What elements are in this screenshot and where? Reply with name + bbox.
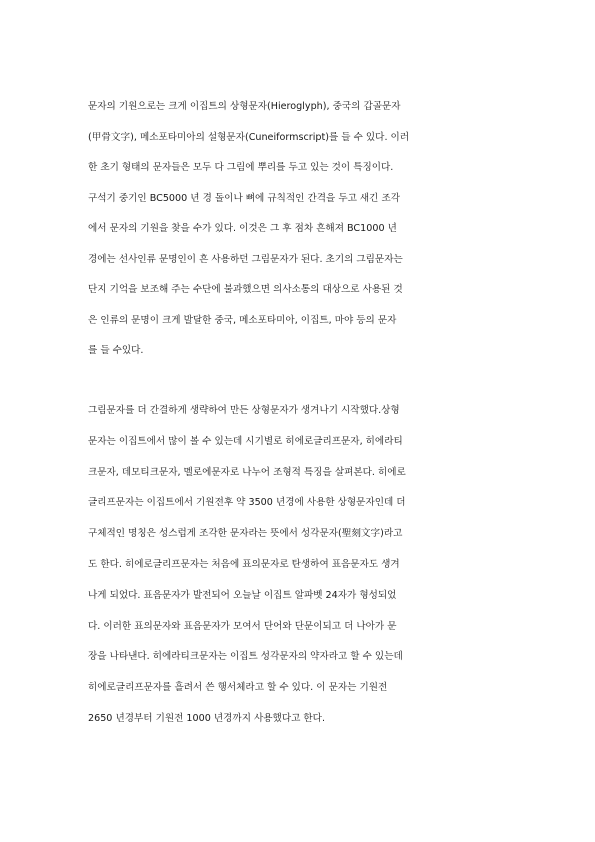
text-line: 단지 기억을 보조해 주는 수단에 불과했으면 의사소통의 대상으로 사용된 것 bbox=[88, 284, 403, 295]
text-line: 크문자, 데모티크문자, 멜로에문자로 나누어 조형적 특징을 살펴본다. 히에로 bbox=[88, 466, 406, 478]
text-line: 도 한다. 히에로글리프문자는 처음에 표의문자로 탄생하여 표음문자도 생겨 bbox=[88, 558, 400, 570]
paragraph-1 bbox=[88, 101, 513, 357]
text-line: 문자의 기원으로는 크게 이집트의 상형문자(Hieroglyph), 중국의 갑골문자 bbox=[88, 101, 401, 112]
paragraph-2 bbox=[88, 405, 513, 725]
text-line: 2650 년경부터 기원전 1000 년경까지 사용했다고 한다. bbox=[88, 712, 325, 724]
text-line: 문자는 이집트에서 많이 볼 수 있는데 시기별로 히에로글리프문자, 히에라티 bbox=[88, 435, 403, 447]
text-line: 글리프문자는 이집트에서 기원전후 약 3500 년경에 사용한 상형문자인데 더 bbox=[88, 497, 406, 509]
text-line: 구석기 중기인 BC5000 년 경 돌이나 뼈에 규칙적인 간격을 두고 새긴 조각 bbox=[88, 192, 401, 204]
text-line: 나게 되었다. 표음문자가 발전되어 오늘날 이집트 알파벳 24자가 형성되었 bbox=[88, 589, 397, 601]
text-line: 은 인류의 문명이 크게 발달한 중국, 메소포타미아, 이집트, 마야 등의 문자 bbox=[88, 314, 397, 326]
text-line: 한 초기 형태의 문자들은 모두 다 그림에 뿌리를 두고 있는 것이 특징이다. bbox=[88, 162, 394, 173]
text-line: (甲骨文字), 메소포타미아의 설형문자(Cuneiformscript)를 들 수 있다. 이러 bbox=[88, 131, 410, 143]
text-line: 를 들 수있다. bbox=[88, 345, 144, 356]
text-line: 경에는 선사인류 문명인이 흔 사용하던 그림문자가 된다. 초기의 그림문자는 bbox=[88, 253, 403, 265]
text-line: 장을 나타낸다. 히에라티크문자는 이집트 성각문자의 약자라고 할 수 있는데 bbox=[88, 651, 403, 663]
text-line: 에서 문자의 기원을 찾을 수가 있다. 이것은 그 후 점차 흔해져 BC1000 년 bbox=[88, 223, 397, 234]
text-line: 다. 이러한 표의문자와 표음문자가 모여서 단어와 단문이되고 더 나아가 문 bbox=[88, 620, 397, 632]
text-line: 히에로글리프문자를 흘려서 쓴 행서체라고 할 수 있다. 이 문자는 기원전 bbox=[88, 682, 388, 694]
text-line: 구체적인 명칭은 성스럽게 조각한 문자라는 뜻에서 성각문자(聖刻文字)라고 bbox=[88, 528, 403, 540]
text-line: 그림문자를 더 간결하게 생략하여 만든 상형문자가 생겨나기 시작했다.상형 bbox=[88, 405, 400, 416]
